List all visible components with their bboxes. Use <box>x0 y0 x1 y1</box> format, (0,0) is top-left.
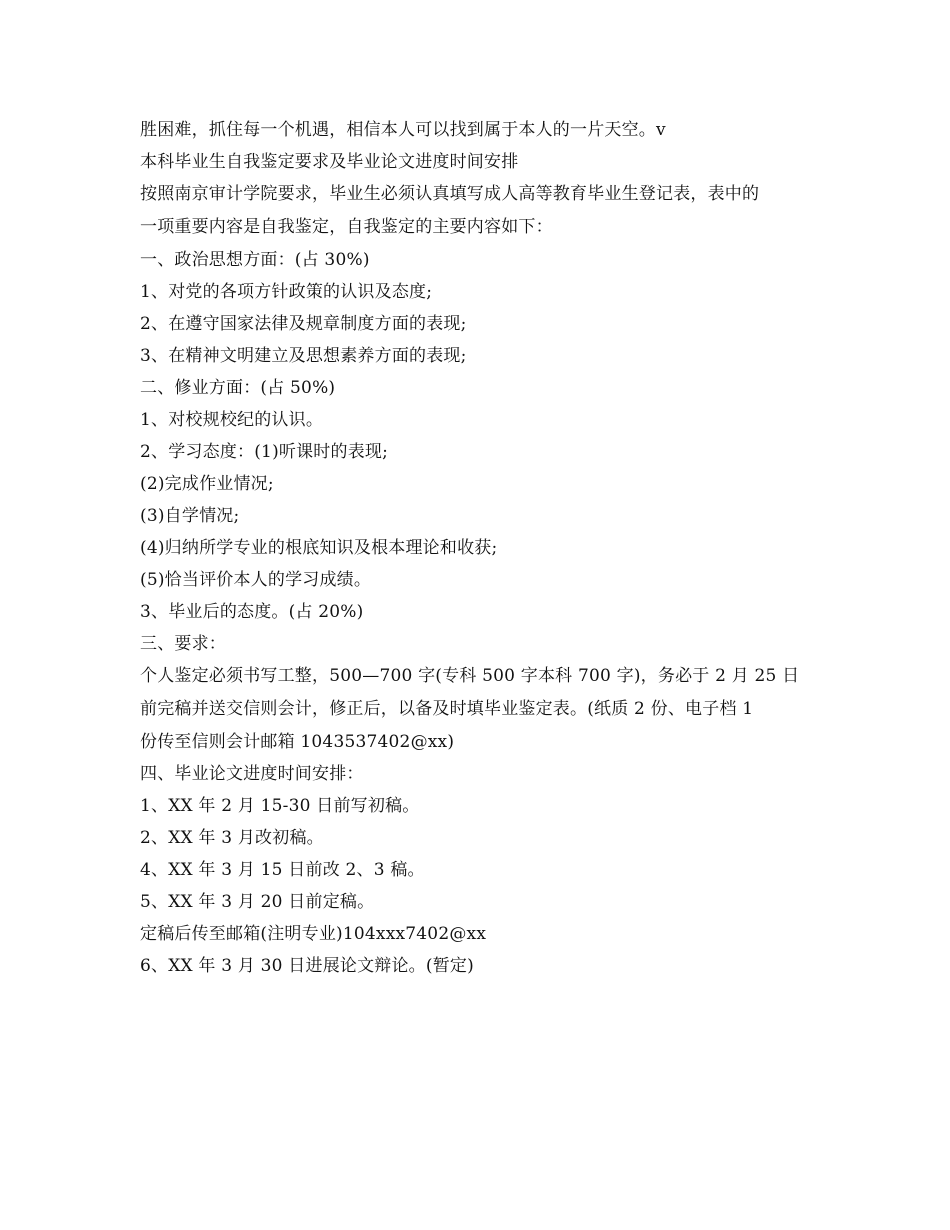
list-item: (2)完成作业情况; <box>140 474 274 494</box>
text-line: 前完稿并送交信则会计，修正后，以备及时填毕业鉴定表。(纸质 2 份、电子档 1 <box>140 699 754 719</box>
text-line: 按照南京审计学院要求，毕业生必须认真填写成人高等教育毕业生登记表，表中的 <box>140 184 760 204</box>
list-item: 1、对校规校纪的认识。 <box>140 410 324 430</box>
list-item: 5、XX 年 3 月 20 日前定稿。 <box>140 892 375 912</box>
text-line: 份传至信则会计邮箱 1043537402@xx) <box>140 732 455 752</box>
text-line: 一项重要内容是自我鉴定，自我鉴定的主要内容如下： <box>140 217 553 237</box>
list-item: (5)恰当评价本人的学习成绩。 <box>140 570 372 590</box>
list-item: (4)归纳所学专业的根底知识及根本理论和收获; <box>140 538 498 558</box>
document-page <box>140 117 820 980</box>
list-item: 3、在精神文明建立及思想素养方面的表现; <box>140 346 467 366</box>
text-line: 定稿后传至邮箱(注明专业)104xxx7402@xx <box>140 924 487 944</box>
list-item: 2、XX 年 3 月改初稿。 <box>140 828 324 848</box>
list-item: 4、XX 年 3 月 15 日前改 2、3 稿。 <box>140 860 425 880</box>
section-heading-politics: 一、政治思想方面：(占 30%) <box>140 250 370 270</box>
list-item: 2、在遵守国家法律及规章制度方面的表现; <box>140 314 467 334</box>
list-item: (3)自学情况; <box>140 506 240 526</box>
list-item: 6、XX 年 3 月 30 日进展论文辩论。(暂定) <box>140 956 474 976</box>
section-heading-schedule: 四、毕业论文进度时间安排： <box>140 764 364 784</box>
list-item: 1、对党的各项方针政策的认识及态度; <box>140 282 433 302</box>
text-line: 胜困难，抓住每一个机遇，相信本人可以找到属于本人的一片天空。v <box>140 120 666 140</box>
section-heading-requirements: 三、要求： <box>140 634 226 654</box>
document-heading: 本科毕业生自我鉴定要求及毕业论文进度时间安排 <box>140 152 519 172</box>
list-item: 3、毕业后的态度。(占 20%) <box>140 602 364 622</box>
list-item: 2、学习态度：(1)听课时的表现; <box>140 442 389 462</box>
section-heading-study: 二、修业方面：(占 50%) <box>140 378 336 398</box>
text-line: 个人鉴定必须书写工整，500—700 字(专科 500 字本科 700 字)，务必于 2 月 25 日 <box>140 666 800 686</box>
list-item: 1、XX 年 2 月 15-30 日前写初稿。 <box>140 796 420 816</box>
